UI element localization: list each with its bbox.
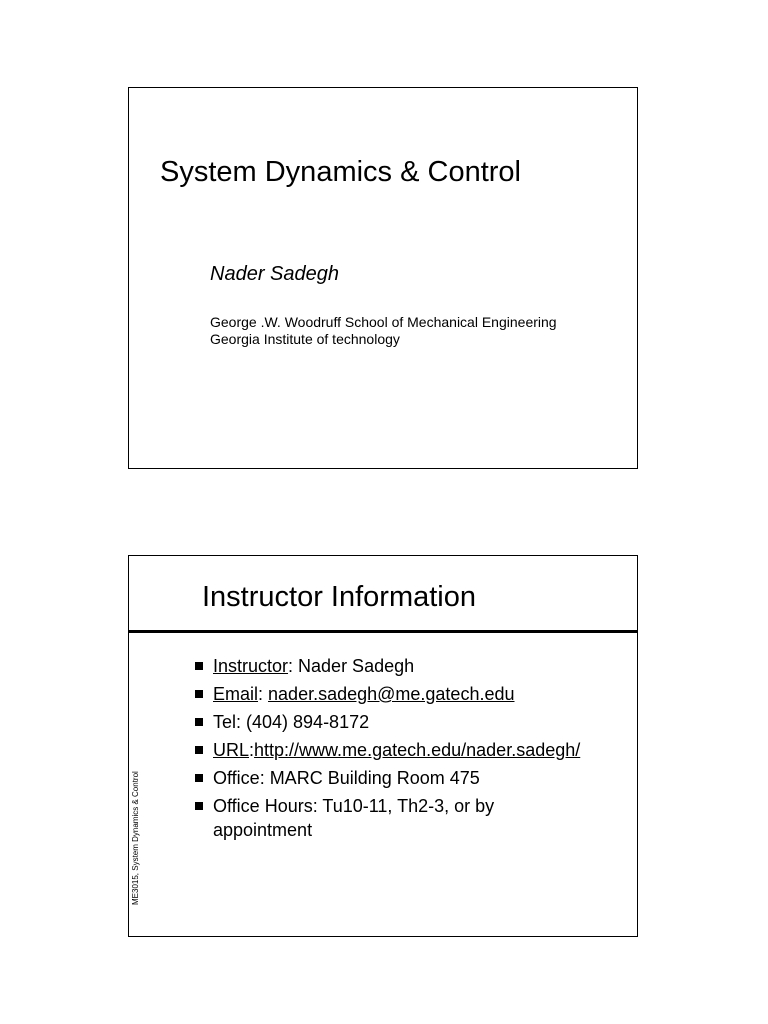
- url-separator: :: [249, 740, 255, 760]
- list-item-email: [193, 682, 580, 706]
- bullet-list: [193, 654, 580, 846]
- instructor-label: Instructor: [213, 656, 289, 676]
- slide-2: [128, 555, 638, 937]
- office-hours-line-2: appointment: [213, 820, 313, 840]
- slide-1: [128, 87, 638, 469]
- list-item-office: [193, 766, 580, 790]
- tel-text: Tel: (404) 894-8172: [213, 712, 370, 732]
- list-item-url: [193, 738, 580, 762]
- author-name: Nader Sadegh: [210, 263, 339, 285]
- email-label: Email: [213, 684, 259, 704]
- list-item-office-hours: [193, 794, 580, 842]
- affiliation-line-1: George .W. Woodruff School of Mechanical Engineering: [210, 314, 557, 330]
- slide-title: System Dynamics & Control: [160, 156, 521, 188]
- list-item-instructor: [193, 654, 580, 678]
- slide-title: Instructor Information: [202, 581, 476, 613]
- instructor-value: : Nader Sadegh: [288, 656, 415, 676]
- url-link[interactable]: http://www.me.gatech.edu/nader.sadegh/: [254, 740, 581, 760]
- url-label: URL: [213, 740, 250, 760]
- email-separator: :: [258, 684, 269, 704]
- title-divider: [129, 630, 637, 633]
- affiliation: [210, 314, 557, 348]
- office-hours-line-1: Office Hours: Tu10-11, Th2-3, or by: [213, 796, 495, 816]
- office-text: Office: MARC Building Room 475: [213, 768, 480, 788]
- email-link[interactable]: nader.sadegh@me.gatech.edu: [268, 684, 515, 704]
- affiliation-line-2: Georgia Institute of technology: [210, 331, 400, 347]
- list-item-tel: [193, 710, 580, 734]
- margin-course-note: ME3015, System Dynamics & Control: [131, 771, 140, 905]
